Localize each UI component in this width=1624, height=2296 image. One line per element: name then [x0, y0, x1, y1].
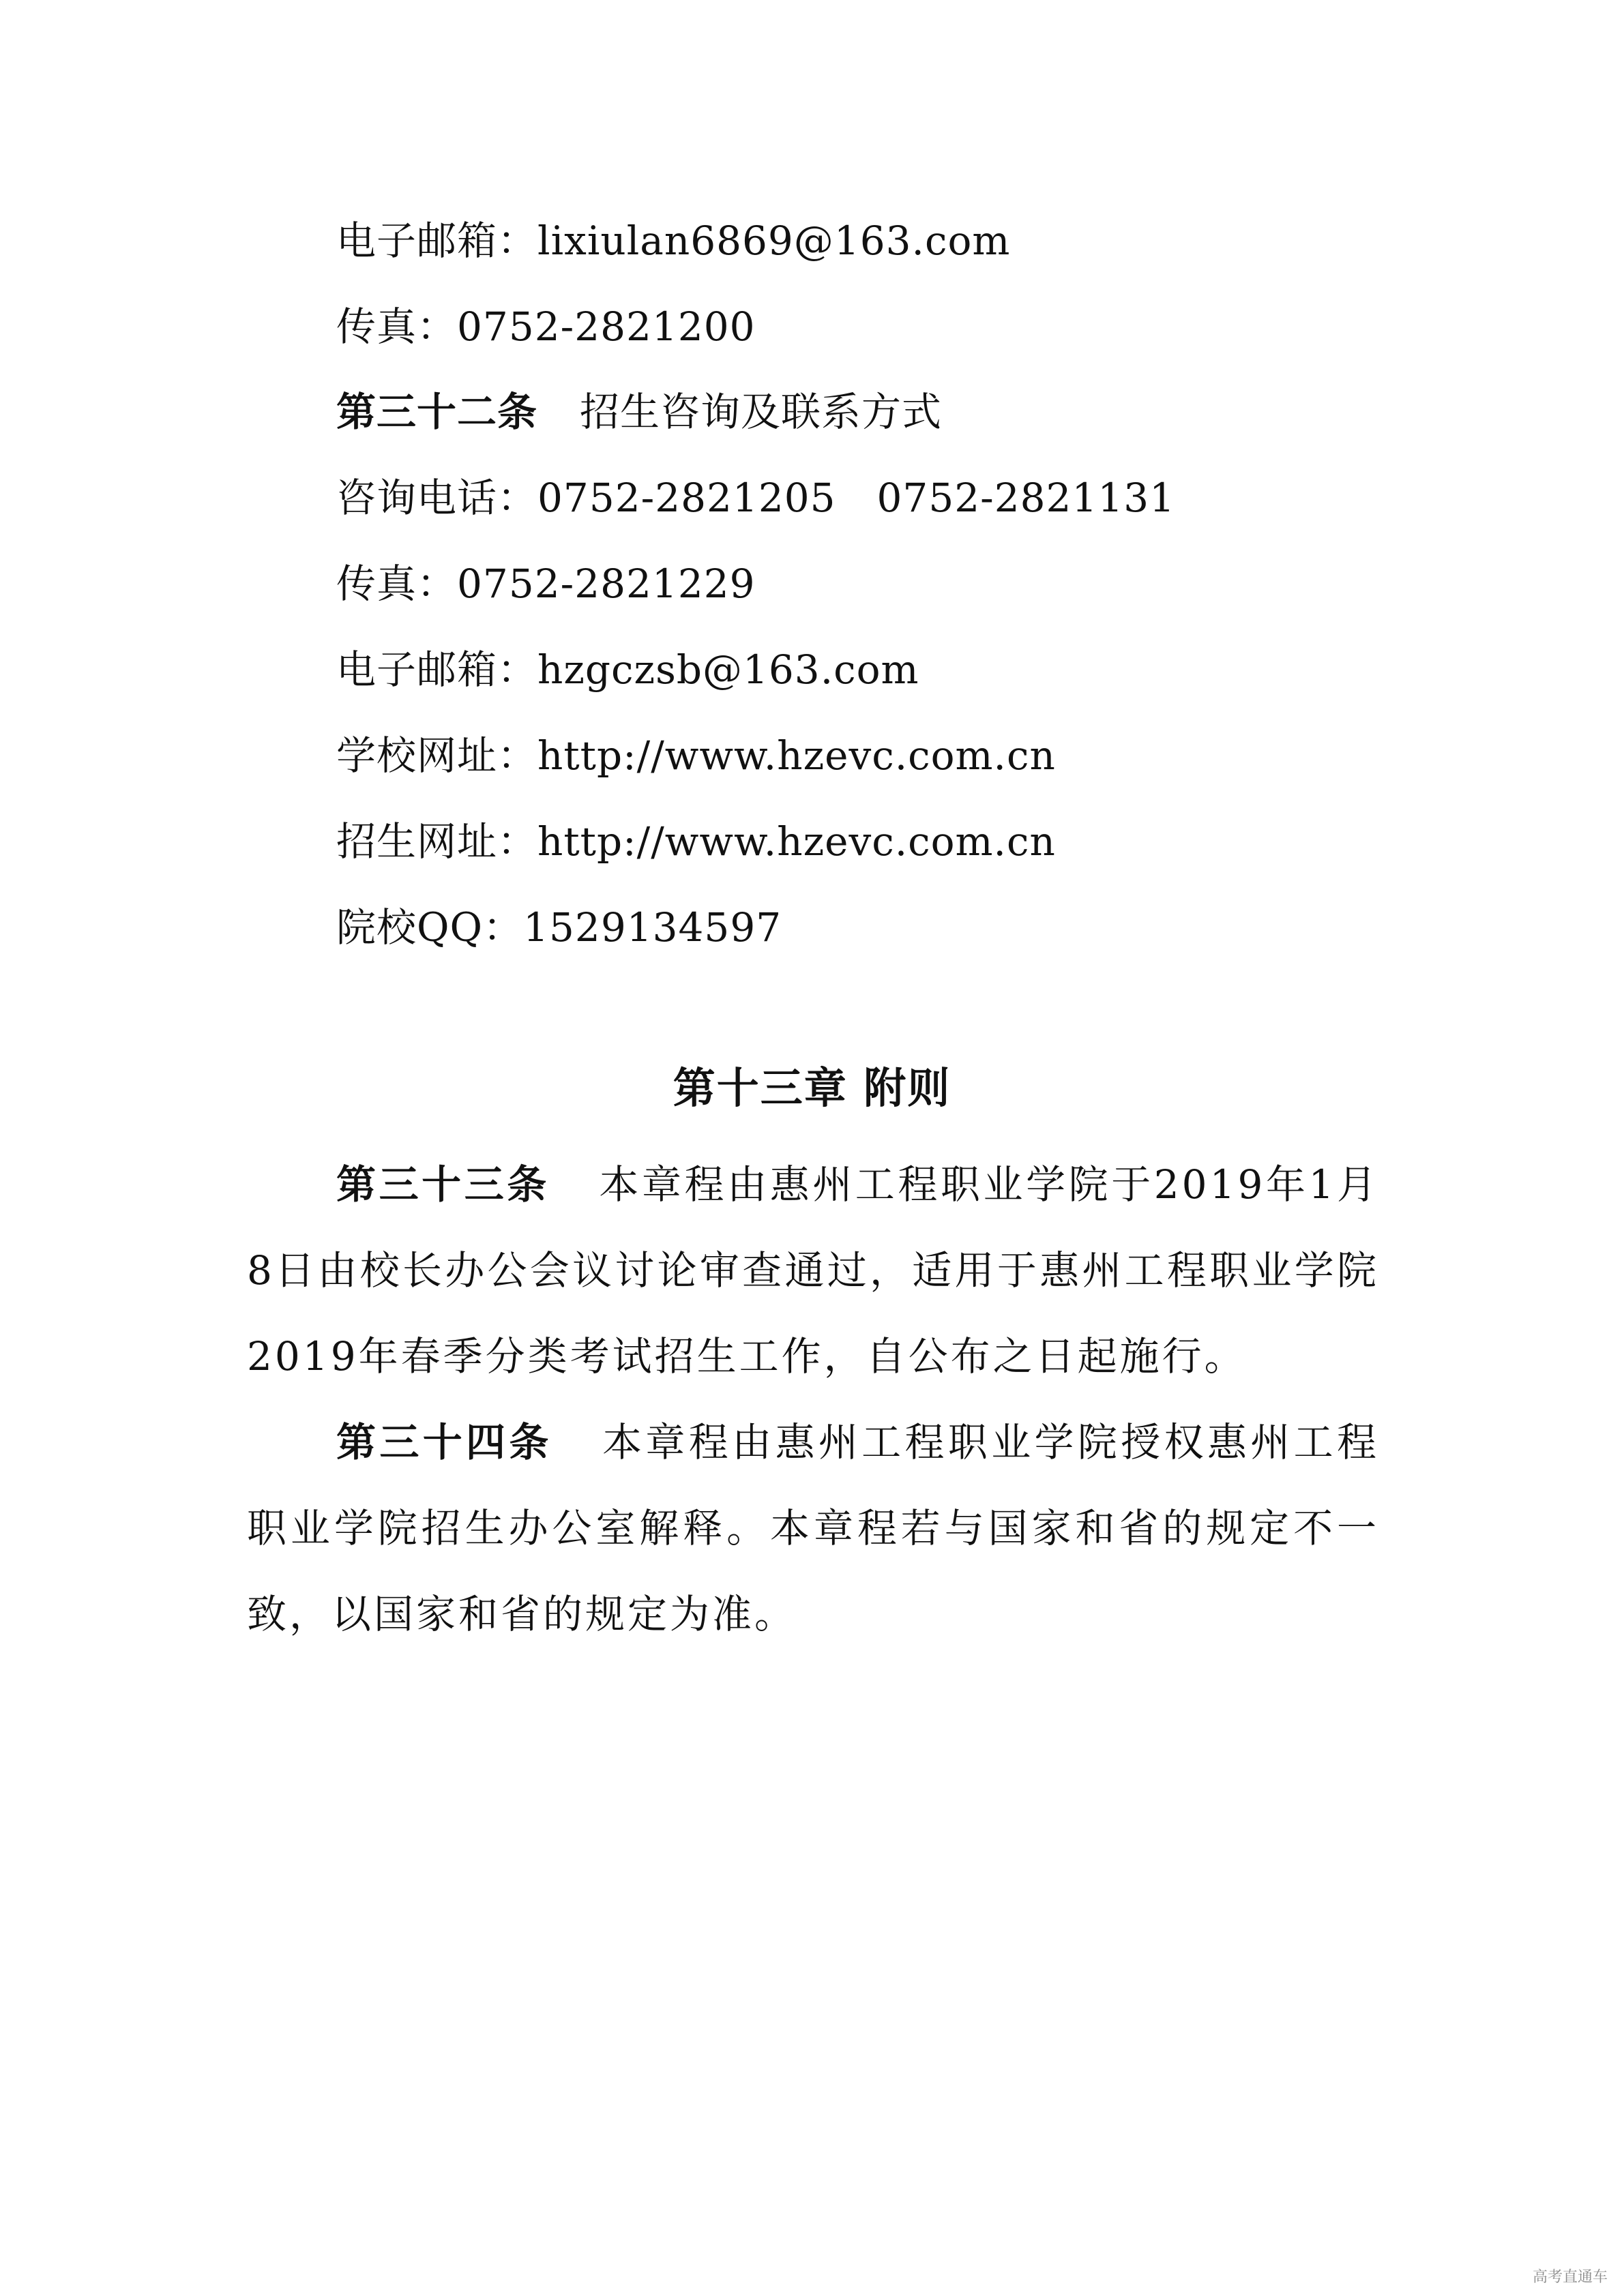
chapter-title: 第十三章 附则: [673, 1063, 951, 1113]
phone-value-1: 0752-2821205: [537, 475, 836, 521]
consult-phone-line: [336, 474, 1175, 522]
qq-value: 1529134597: [523, 904, 782, 951]
email-value: hzgczsb@163.com: [537, 646, 919, 693]
admission-website-line: [336, 818, 1056, 865]
contact-fax-line: [336, 303, 756, 351]
article-33-number: 第三十三条: [336, 1161, 550, 1208]
fax-value: 0752-2821229: [457, 561, 756, 607]
school-site-value: http://www.hzevc.com.cn: [537, 732, 1056, 779]
article-32-number: 第三十二条: [336, 389, 538, 435]
phone-label: 咨询电话：: [336, 475, 538, 521]
admission-site-label: 招生网址：: [336, 818, 538, 865]
article-32-heading: [336, 388, 942, 436]
school-site-label: 学校网址：: [336, 732, 538, 779]
watermark: 高考直通车: [1532, 2269, 1608, 2286]
qq-label: 院校QQ：: [336, 904, 524, 951]
article-34-text: 本章程由惠州工程职业学院授权惠州工程职业学院招生办公室解释。本章程若与国家和省的规定不一致，以国家和省的规定为准。: [247, 1419, 1379, 1637]
article-33-text: 本章程由惠州工程职业学院于2019年1月8日由校长办公会议讨论审查通过，适用于惠州工程职业学院2019年春季分类考试招生工作，自公布之日起施行。: [247, 1161, 1379, 1380]
consult-email-line: [336, 646, 919, 694]
article-34-number: 第三十四条: [336, 1419, 552, 1465]
email-value: lixiulan6869@163.com: [537, 218, 1011, 264]
article-32-title: 招生咨询及联系方式: [580, 389, 943, 435]
fax-label: 传真：: [336, 561, 458, 607]
admission-site-value: http://www.hzevc.com.cn: [537, 818, 1056, 865]
fax-value: 0752-2821200: [457, 303, 756, 350]
consult-fax-line: [336, 560, 756, 608]
phone-value-2: 0752-2821131: [876, 475, 1176, 521]
email-label: 电子邮箱：: [336, 218, 538, 264]
article-33-paragraph: [247, 1142, 1379, 1399]
school-website-line: [336, 732, 1056, 779]
fax-label: 传真：: [336, 303, 458, 350]
contact-email-line: [336, 217, 1010, 265]
article-34-paragraph: [247, 1399, 1379, 1657]
school-qq-line: [336, 904, 782, 951]
email-label: 电子邮箱：: [336, 646, 538, 693]
